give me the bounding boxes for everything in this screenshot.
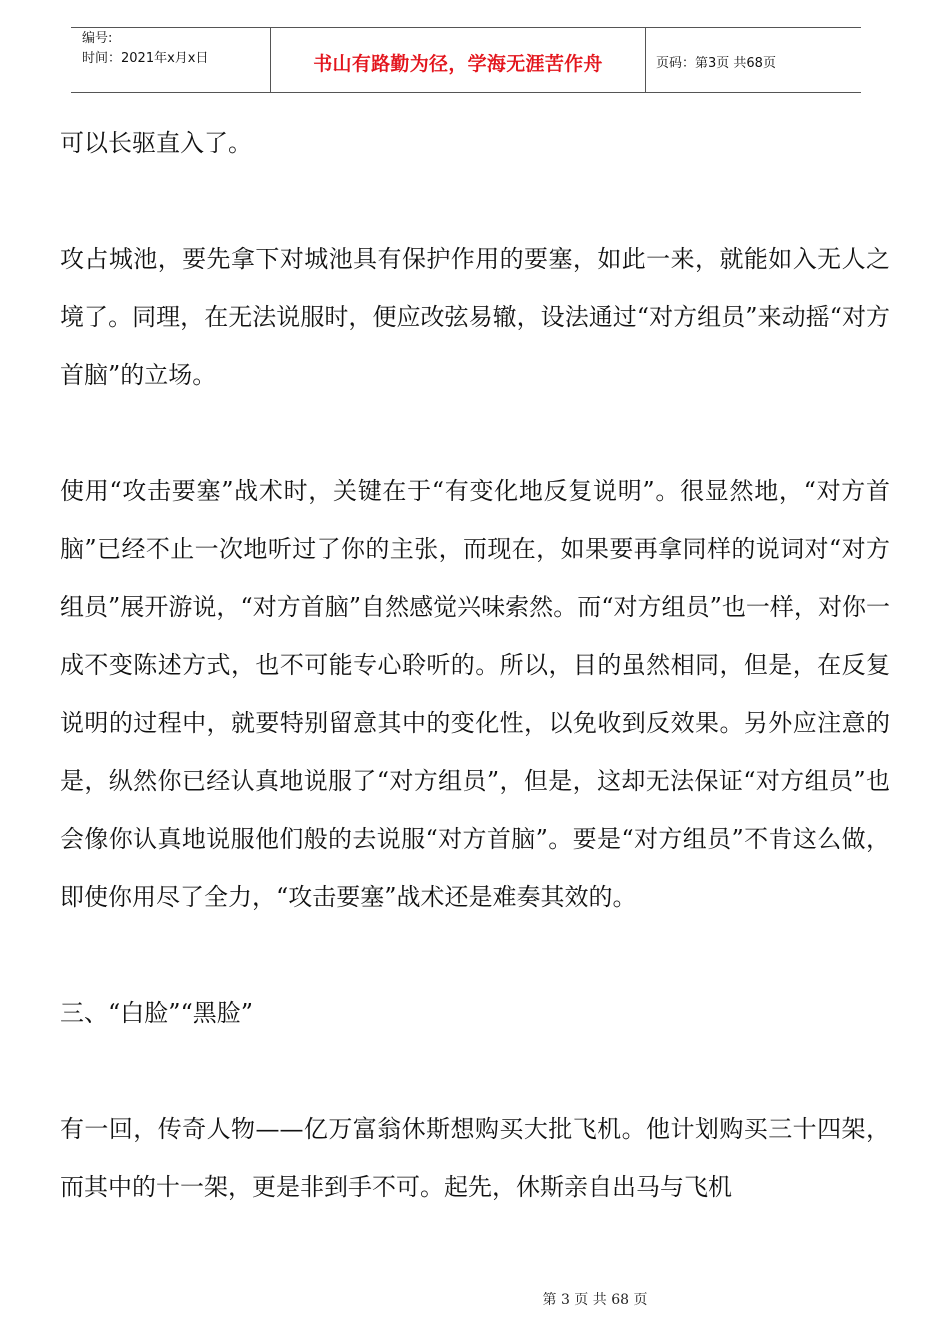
page-footer: 第 3 页 共 68 页 bbox=[542, 1292, 648, 1308]
document-number-label: 编号: bbox=[82, 31, 113, 46]
document-date: 时间：2021年x月x日 bbox=[82, 51, 209, 66]
paragraph-3: 使用“攻击要塞”战术时，关键在于“有变化地反复说明”。很显然地，“对方首脑”已经不止一次地听过了你的主张，而现在，如果要再拿同样的说词对“对方组员”展开游说，“对方首脑”自然感觉兴味索然。而“对方组员”也一样，对你一成不变陈述方式，也不可能专心聆听的。所以，目的虽然相同，但是，在反复说明的过程中，就要特别留意其中的变化性，以免收到反效果。另外应注意的是，纵然你已经认真地说服了“对方组员”，但是，这却无法保证“对方组员”也会像你认真地说服他们般的去说服“对方首脑”。要是“对方组员”不肯这么做，即使你用尽了全力，“攻击要塞”战术还是难奏其效的。 bbox=[60, 477, 890, 911]
header-page-info: 页码：第3页 共68页 bbox=[656, 56, 776, 71]
header-meta bbox=[71, 28, 271, 92]
section-heading: 三、“白脸”“黑脸” bbox=[60, 999, 254, 1027]
paragraph-2: 攻占城池，要先拿下对城池具有保护作用的要塞，如此一来，就能如入无人之境了。同理，在无法说服时，便应改弦易辙，设法通过“对方组员”来动摇“对方首脑”的立场。 bbox=[60, 245, 890, 389]
header-motto: 书山有路勤为径，学海无涯苦作舟 bbox=[313, 53, 603, 75]
header-motto-cell bbox=[271, 28, 646, 92]
page-header bbox=[71, 27, 861, 93]
paragraph-4: 有一回，传奇人物——亿万富翁休斯想购买大批飞机。他计划购买三十四架，而其中的十一架，更是非到手不可。起先，休斯亲自出马与飞机 bbox=[60, 1115, 890, 1201]
document-body bbox=[60, 114, 890, 1216]
paragraph-1: 可以长驱直入了。 bbox=[60, 129, 252, 157]
